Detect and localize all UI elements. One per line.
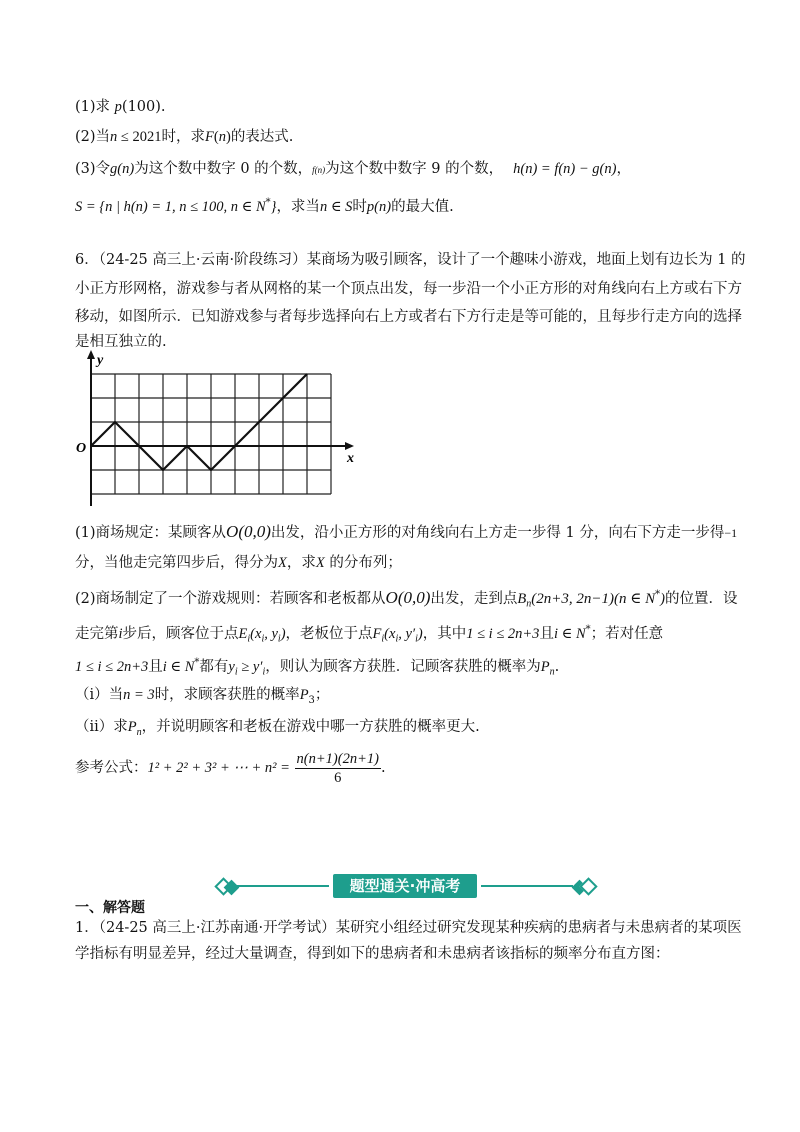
grid-path-figure [62, 346, 362, 506]
q6-stem-line1: 6．（24-25 高三上·云南·阶段练习）某商场为吸引顾客，设计了一个趣味小游戏，地面上划有边长为 1 的 [75, 252, 746, 268]
section-q1-line1: 1．（24-25 高三上·江苏南通·开学考试）某研究小组经过研究发现某种疾病的患病者与未患病者的某项医 [75, 920, 742, 936]
q6-stem-line4: 是相互独立的. [75, 334, 167, 350]
q6-part2-line2: 走完第i步后，顾客位于点$E_i(x_i$, $y_i$)，老板位于点$F_i(x_i$, $y'_i$)，其中1 ≤ i ≤ 2n+3且i ∈ N*；若对任意 [75, 624, 664, 645]
q6-stem-line2: 小正方形网格，游戏参与者从网格的某一个顶点出发，每一步沿一个小正方形的对角线向右上方或右下方 [75, 281, 742, 297]
q6-part2-i: （i）当n = 3时，求顾客获胜的概率$P_3$； [75, 687, 330, 706]
banner-right-diamond-icon [579, 877, 597, 895]
x-axis-label: x [347, 451, 354, 466]
q5-part2: (2)当n ≤ 2021时，求F(n)的表达式. [75, 129, 294, 145]
section-banner [205, 874, 605, 900]
y-axis-label: y [97, 353, 104, 368]
origin-label: O [76, 441, 87, 456]
q6-reference-formula: 参考公式：1² + 2² + 3² + ⋯ + n² = $\frac{n(n+1)(2n+1)}{6}$ . [75, 750, 386, 786]
section-q1-line2: 学指标有明显差异，经过大量调查，得到如下的患病者和未患病者该指标的频率分布直方图： [75, 946, 670, 962]
banner-left-rule [237, 885, 329, 887]
x-axis-arrow-icon [345, 442, 354, 450]
q5-part3-set: S = {n | h(n) = 1, n ≤ 100, n ∈ N*}，求当n ∈ S时p(n)的最大值. [75, 197, 454, 215]
q6-stem-line3: 移动，如图所示．已知游戏参与者每步选择向右上方或者右下方行走是等可能的，且每步行走方向的选择 [75, 309, 742, 325]
banner-right-rule [481, 885, 573, 887]
y-axis-arrow-icon [87, 350, 95, 359]
q6-part2-line3: 1 ≤ i ≤ 2n+3且i ∈ N*都有$y_i \ge y'_i$，则认为顾客方获胜．记顾客获胜的概率为$P_n$. [75, 657, 560, 678]
section-heading: 一、解答题 [75, 900, 145, 916]
q5-part3: (3)令g(n)为这个数中数字 0 的个数，f(n)为这个数中数字 9 的个数， h(n) = f(n) − g(n)， [75, 161, 631, 177]
banner-title: 题型通关·冲高考 [333, 874, 477, 898]
q6-part2-ii: （ii）求$P_n$，并说明顾客和老板在游戏中哪一方获胜的概率更大. [75, 719, 480, 738]
q6-part1-line2: 分，当他走完第四步后，得分为X，求X 的分布列； [75, 555, 402, 571]
formula-fraction: $\frac{n(n+1)(2n+1)}{6}$ [296, 750, 379, 786]
q5-part1: (1)求 p(100). [75, 99, 166, 115]
q6-part2-line1: (2)商场制定了一个游戏规则：若顾客和老板都从O(0,0)出发，走到点$B_n(2n+3$, 2n−1)(n ∈ N*)的位置．设 [75, 587, 738, 610]
q6-part1-line1: (1)商场规定：某顾客从O(0,0)出发，沿小正方形的对角线向右上方走一步得 1 分，向右下方走一步得−1 [75, 522, 738, 541]
